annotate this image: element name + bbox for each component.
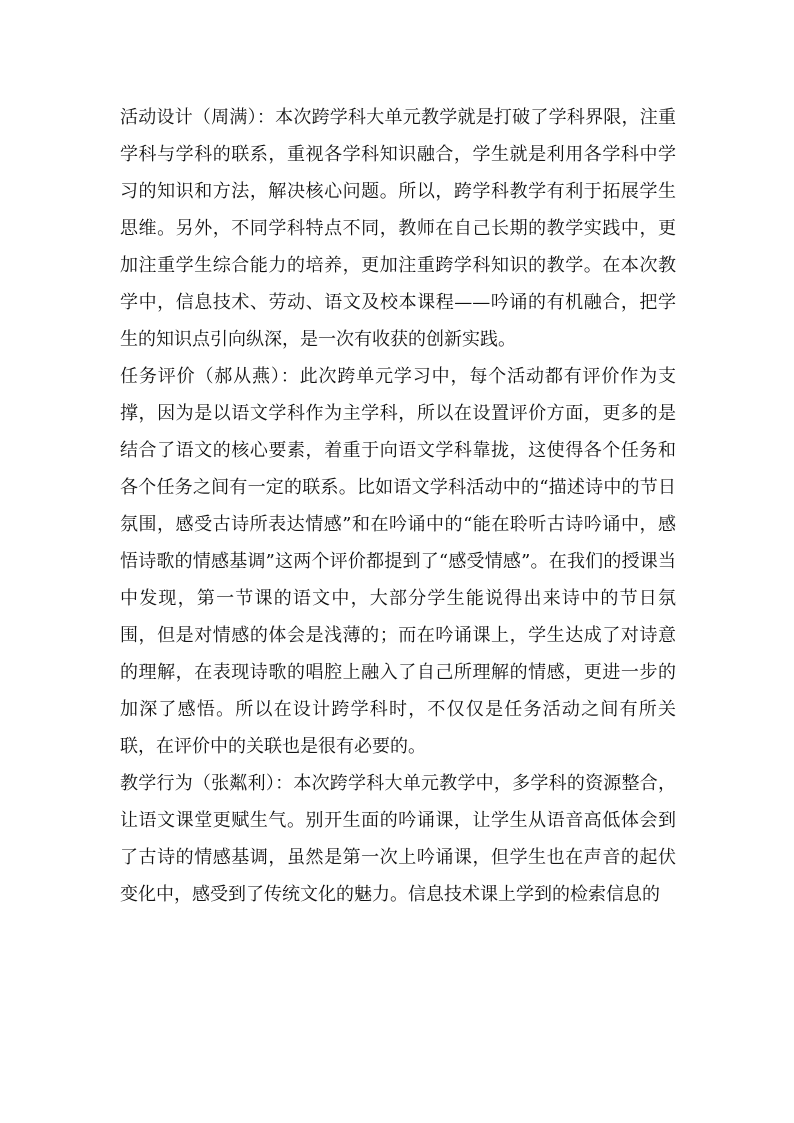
paragraph-body: 本次跨学科大单元教学中，多学科的资源整合，让语文课堂更赋生气。别开生面的吟诵课，让学生从语音高低体会到了古诗的情感基调，虽然是第一次上吟诵课，但学生也在声音的起伏变化中，感受到了传统文化的魅力。信息技术课上学到的检索信息的 — [120, 773, 677, 905]
paragraph-heading: 教学行为（张粼利）： — [120, 773, 294, 794]
paragraph-activity-design — [120, 99, 676, 358]
paragraph-teaching-behavior — [120, 765, 676, 913]
paragraph-task-evaluation — [120, 358, 676, 765]
paragraph-body: 本次跨学科大单元教学就是打破了学科界限，注重学科与学科的联系，重视各学科知识融合，学生就是利用各学科中学习的知识和方法，解决核心问题。所以，跨学科教学有利于拓展学生思维。另外，不同学科特点不同，教师在自己长期的教学实践中，更加注重学生综合能力的培养，更加注重跨学科知识的教学。在本次教学中，信息技术、劳动、语文及校本课程——吟诵的有机融合，把学生的知识点引向纵深，是一次有收获的创新实践。 — [120, 107, 677, 350]
paragraph-heading: 活动设计（周满）： — [120, 107, 276, 128]
document-page — [120, 99, 676, 913]
paragraph-heading: 任务评价（郝从燕）： — [120, 366, 300, 387]
paragraph-body: 此次跨单元学习中，每个活动都有评价作为支撑，因为是以语文学科作为主学科，所以在设置评价方面，更多的是结合了语文的核心要素，着重于向语文学科靠拢，这使得各个任务和各个任务之间有一定的联系。比如语文学科活动中的“描述诗中的节日氛围，感受古诗所表达情感”和在吟诵中的“能在聆听古诗吟诵中，感悟诗歌的情感基调”这两个评价都提到了“感受情感”。在我们的授课当中发现，第一节课的语文中，大部分学生能说得出来诗中的节日氛围，但是对情感的体会是浅薄的；而在吟诵课上，学生达成了对诗意的理解，在表现诗歌的唱腔上融入了自己所理解的情感，更进一步的加深了感悟。所以在设计跨学科时，不仅仅是任务活动之间有所关联，在评价中的关联也是很有必要的。 — [120, 366, 677, 757]
